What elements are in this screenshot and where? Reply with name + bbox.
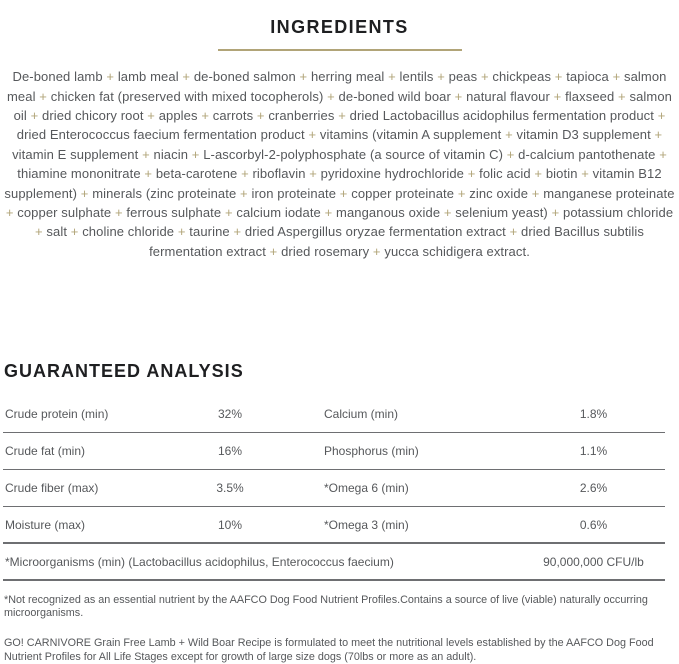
plus-separator: + [308, 127, 317, 143]
table-row [3, 507, 665, 544]
nutrient-label: Phosphorus (min) [324, 444, 419, 459]
plus-separator: + [240, 185, 248, 201]
plus-separator: + [551, 204, 560, 220]
plus-separator: + [554, 69, 563, 85]
plus-separator: + [654, 127, 663, 143]
plus-separator: + [35, 224, 43, 240]
plus-separator: + [534, 166, 543, 182]
plus-separator: + [457, 185, 466, 201]
plus-separator: + [509, 224, 518, 240]
table-row [3, 396, 665, 433]
plus-separator: + [177, 224, 186, 240]
plus-separator: + [467, 166, 476, 182]
plus-separator: + [338, 107, 346, 123]
nutrient-value: 1.8% [579, 407, 608, 422]
plus-separator: + [553, 88, 562, 104]
plus-separator: + [443, 204, 452, 220]
plus-separator: + [201, 107, 210, 123]
plus-separator: + [612, 69, 621, 85]
product-info-panel [0, 12, 679, 664]
plus-separator: + [324, 204, 333, 220]
ingredients-text: De-boned lamb + lamb meal + de-boned salmon + herring meal + lentils + peas + chickpeas + tapioca + salmon meal + chicken fat (preserved with mixed tocopherols) + de-boned wild boar + natural flavour + flaxseed + salmon oil + dried chicory root + apples + carrots + cranberries + dried Lactobacillus acidophilus fermentation product + dried Enterococcus faecium fermentation product + vitamins (vitamin A supplement + vitamin D3 supplement + vitamin E supplement + niacin + L-ascorbyl-2-polyphosphate (a source of vitamin C) + d-calcium pantothenate + thiamine mononitrate + beta-carotene + riboflavin + pyridoxine hydrochloride + folic acid + biotin + vitamin B12 supplement) + minerals (zinc proteinate + iron proteinate + copper proteinate + zinc oxide + manganese proteinate + copper sulphate + ferrous sulphate + calcium iodate + manganous oxide + selenium yeast) + potassium chloride + salt + choline chloride + taurine + dried Aspergillus oryzae fermentation extract + dried Bacillus subtilis fermentation extract + dried rosemary + yucca schidigera extract. [4, 69, 675, 259]
plus-separator: + [506, 146, 515, 162]
plus-separator: + [70, 224, 79, 240]
plus-separator: + [114, 204, 123, 220]
nutrient-label: Moisture (max) [5, 517, 86, 532]
ingredients-section-title: INGREDIENTS [270, 17, 409, 38]
plus-separator: + [505, 127, 513, 143]
aafco-footnote: *Not recognized as an essential nutrient by the AAFCO Dog Food Nutrient Profiles.Contains a source of live (viable) naturally occurring microorganisms. [4, 594, 648, 620]
gold-divider [218, 49, 462, 51]
formulation-note: GO! CARNIVORE Grain Free Lamb + Wild Boar Recipe is formulated to meet the nutritional levels established by the AAFCO Dog Food Nutrient Profiles for All Life Stages except for growth of large size dogs (70lbs or more as an adult). [4, 637, 654, 663]
table-row-microorganisms [3, 544, 665, 581]
plus-separator: + [531, 185, 540, 201]
plus-separator: + [147, 107, 155, 123]
guaranteed-analysis-title: GUARANTEED ANALYSIS [4, 361, 244, 382]
plus-separator: + [657, 107, 666, 123]
plus-separator: + [39, 88, 47, 104]
plus-separator: + [618, 88, 626, 104]
plus-separator: + [182, 69, 191, 85]
nutrient-label: *Omega 3 (min) [324, 517, 409, 532]
nutrient-value: 1.1% [579, 444, 608, 459]
plus-separator: + [191, 146, 200, 162]
nutrient-label: Crude fiber (max) [5, 481, 99, 496]
plus-separator: + [388, 69, 396, 85]
plus-separator: + [480, 69, 489, 85]
plus-separator: + [233, 224, 242, 240]
nutrient-value: 32% [217, 407, 243, 422]
plus-separator: + [241, 166, 249, 182]
plus-separator: + [372, 243, 381, 259]
plus-separator: + [339, 185, 348, 201]
nutrient-value: 16% [217, 444, 243, 459]
nutrient-label: Crude protein (min) [5, 407, 109, 422]
nutrient-label: Calcium (min) [324, 407, 399, 422]
table-row [3, 470, 665, 507]
plus-separator: + [299, 69, 308, 85]
plus-separator: + [30, 107, 39, 123]
plus-separator: + [309, 166, 317, 182]
nutrient-value: 3.5% [216, 481, 244, 496]
table-row [3, 433, 665, 470]
plus-separator: + [5, 204, 14, 220]
plus-separator: + [437, 69, 445, 85]
nutrient-value: 10% [217, 517, 243, 532]
nutrient-value: 0.6% [579, 517, 608, 532]
plus-separator: + [106, 69, 115, 85]
plus-separator: + [581, 166, 589, 182]
plus-separator: + [80, 185, 89, 201]
nutrient-value: 90,000,000 CFU/lb [543, 554, 644, 569]
plus-separator: + [144, 166, 153, 182]
plus-separator: + [269, 243, 278, 259]
nutrient-label: Crude fat (min) [5, 444, 86, 459]
plus-separator: + [659, 146, 667, 162]
plus-separator: + [256, 107, 265, 123]
plus-separator: + [327, 88, 335, 104]
plus-separator: + [454, 88, 463, 104]
nutrient-label: *Microorganisms (min) (Lactobacillus acidophilus, Enterococcus faecium) [5, 554, 394, 569]
plus-separator: + [224, 204, 233, 220]
guaranteed-analysis-table [3, 396, 665, 581]
nutrient-value: 2.6% [579, 481, 608, 496]
plus-separator: + [142, 146, 150, 162]
nutrient-label: *Omega 6 (min) [324, 481, 409, 496]
